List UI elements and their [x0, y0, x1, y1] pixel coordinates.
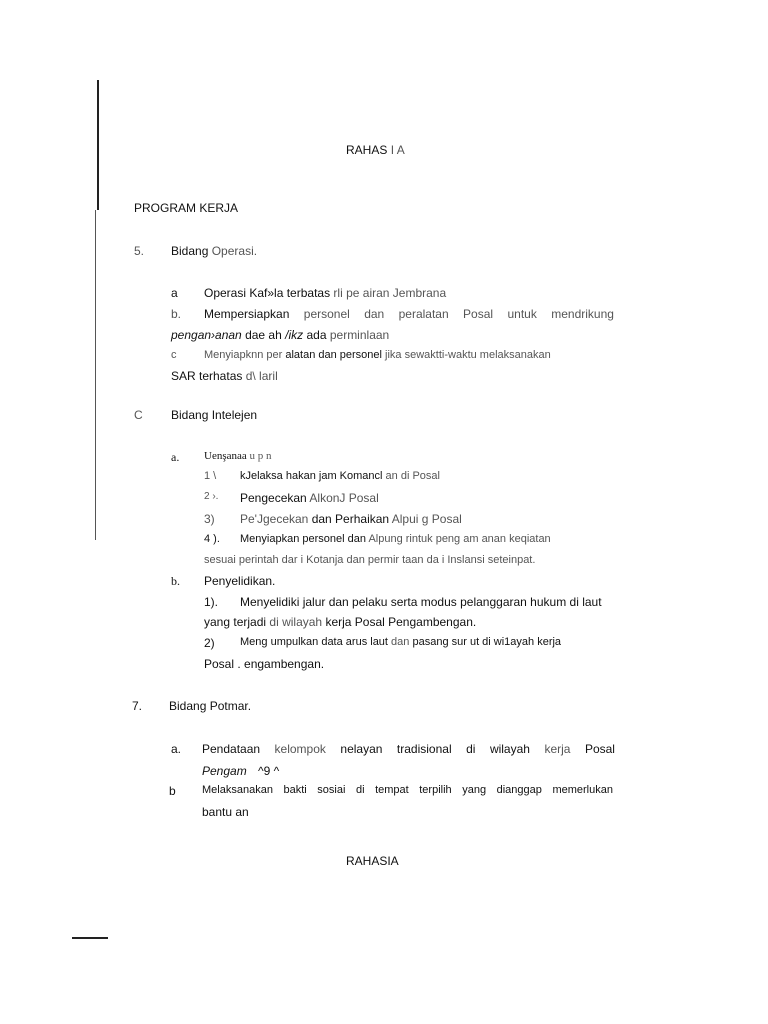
header-title-b: I A — [390, 143, 405, 157]
item-6a-title-b: u p n — [249, 450, 272, 462]
item-7a-letter: a. — [171, 742, 182, 756]
item-5c-letter: c — [171, 349, 177, 361]
word: bakti — [283, 784, 307, 796]
section-5-title-a: Bidang — [171, 244, 209, 258]
item-6b1-line2-c: kerja Posal Pengambengan. — [325, 615, 477, 629]
margin-scan-line — [97, 80, 99, 210]
footer-rule — [72, 937, 108, 939]
section-5-title-b: Operasi. — [211, 244, 258, 258]
item-6a4-line1 — [240, 534, 551, 545]
item-7a-line2 — [202, 765, 279, 777]
item-5c-line2-b: d\ laril — [245, 369, 278, 383]
item-5c-line1-c: jika sewaktti-waktu melaksanakan — [385, 349, 551, 361]
section-5-number: 5. — [134, 244, 145, 258]
word: nelayan — [340, 742, 383, 756]
word: dianggap — [496, 784, 542, 796]
word: di — [355, 784, 365, 796]
word: mendrikung — [551, 307, 614, 321]
item-6a3-text — [240, 513, 462, 525]
item-5b-line2-d: ada — [306, 328, 327, 342]
section-6-title: Bidang Intelejen — [171, 408, 258, 422]
item-5b-line2-b: dae ah — [245, 328, 282, 342]
item-6a4-number: 4 ). — [204, 533, 220, 545]
item-5a-text — [204, 287, 446, 299]
item-6b1-line2 — [204, 616, 476, 628]
item-6a1-text-b: an di Posal — [385, 470, 440, 482]
item-6b1-line2-b: di wilayah — [269, 615, 323, 629]
item-5b-line2-c: /ikz — [285, 328, 304, 342]
item-5b-letter: b. — [171, 307, 182, 321]
item-6a2-text-a: Pengecekan — [240, 491, 307, 505]
word: di — [466, 742, 476, 756]
item-6a3-text-b: dan Perhaikan — [311, 512, 390, 526]
item-5b-line2-a: pengan›anan — [171, 328, 242, 342]
section-5-title — [171, 245, 257, 257]
item-6a4-line1-a: Menyiapkan personel dan — [240, 533, 366, 545]
item-5a-text-b: rli pe airan Jembrana — [333, 286, 447, 300]
item-6a4-line2: sesuai perintah dar i Kotanja dan permir taan da i Inslansi seteinpat. — [204, 554, 536, 566]
word: terpilih — [419, 784, 452, 796]
word: Pendataan — [202, 742, 261, 756]
item-6a3-text-c: Alpui g Posal — [391, 512, 462, 526]
word: kelompok — [274, 742, 326, 756]
item-6a1-number: 1 \ — [204, 470, 217, 482]
item-5c-line1-b: alatan dan personel — [285, 349, 382, 361]
program-title — [134, 202, 238, 214]
item-5b-line2-e: perminlaan — [329, 328, 390, 342]
item-6b-title: Penyelidikan. — [204, 574, 276, 588]
item-6b2-line1 — [240, 637, 561, 648]
item-6a2-text-b: AlkonJ Posal — [309, 491, 379, 505]
word: kerja — [544, 742, 571, 756]
item-6b1-number: 1). — [204, 595, 219, 609]
item-5b-line2 — [171, 329, 389, 341]
item-6a-title-a: Uenşanaa — [204, 450, 247, 462]
item-5a-letter: a — [171, 286, 178, 300]
word: peralatan — [398, 307, 449, 321]
program-title-a: PROGRAM — [134, 201, 197, 215]
item-6b2-line1-a: Meng umpulkan data arus laut — [240, 636, 388, 648]
item-6b-letter: b. — [171, 574, 180, 588]
item-7b-line2: bantu an — [202, 805, 249, 819]
word: tempat — [375, 784, 409, 796]
section-7-number: 7. — [132, 699, 143, 713]
item-7b-line1 — [202, 785, 613, 796]
program-title-b: KERJA — [199, 201, 239, 215]
item-6a1-text-a: kJelaksa hakan jam Komancl — [240, 470, 383, 482]
item-6b2-line1-c: pasang sur ut di wi1ayah kerja — [412, 636, 562, 648]
item-6a3-text-a: Pe'Jgecekan — [240, 512, 309, 526]
item-5c-line2-a: SAR terhatas — [171, 369, 243, 383]
item-6a2-text — [240, 492, 379, 504]
item-7a-line2-b: ^9 ^ — [258, 764, 280, 778]
item-6b1-line2-a: yang terjadi — [204, 615, 267, 629]
item-5b-line1 — [204, 308, 614, 320]
word: Melaksanakan — [202, 784, 273, 796]
word: Posal — [463, 307, 494, 321]
item-6a3-number: 3) — [204, 512, 215, 526]
word: dan — [364, 307, 385, 321]
word: yang — [462, 784, 487, 796]
word: wilayah — [489, 742, 530, 756]
item-6b2-line1-b: dan — [391, 636, 410, 648]
section-7-title: Bidang Potmar. — [169, 699, 252, 713]
item-6b1-line1: Menyelidiki jalur dan pelaku serta modus pelanggaran hukum di laut — [240, 595, 602, 609]
word: memerlukan — [552, 784, 613, 796]
item-6a4-line1-b: Alpung rintuk peng am anan keqiatan — [368, 533, 551, 545]
margin-scan-line — [95, 210, 96, 540]
word: Mempersiapkan — [204, 307, 290, 321]
item-5c-line1-a: Menyiapknn per — [204, 349, 283, 361]
item-7a-line2-a: Pengam — [202, 764, 247, 778]
word: Posal — [584, 742, 615, 756]
header-classification — [346, 144, 405, 156]
item-6a-letter: a. — [171, 450, 180, 464]
word: sosiai — [317, 784, 346, 796]
item-6a-title — [204, 451, 272, 462]
item-6b2-number: 2) — [204, 636, 215, 650]
item-6b2-line2: Posal . engambengan. — [204, 657, 325, 671]
footer-classification: RAHASIA — [346, 854, 399, 868]
word: untuk — [507, 307, 537, 321]
item-5c-line1 — [204, 350, 551, 361]
item-5a-text-a: Operasi Kaf»la terbatas — [204, 286, 331, 300]
item-6a2-number: 2 ›. — [204, 491, 219, 502]
item-6a1-text — [240, 471, 440, 482]
section-6-number: C — [134, 408, 143, 422]
item-5c-line2 — [171, 370, 278, 382]
word: tradisional — [396, 742, 452, 756]
item-7b-letter: b — [169, 784, 176, 798]
item-7a-line1 — [202, 743, 615, 755]
word: personel — [303, 307, 350, 321]
header-title-a: RAHAS — [346, 143, 388, 157]
